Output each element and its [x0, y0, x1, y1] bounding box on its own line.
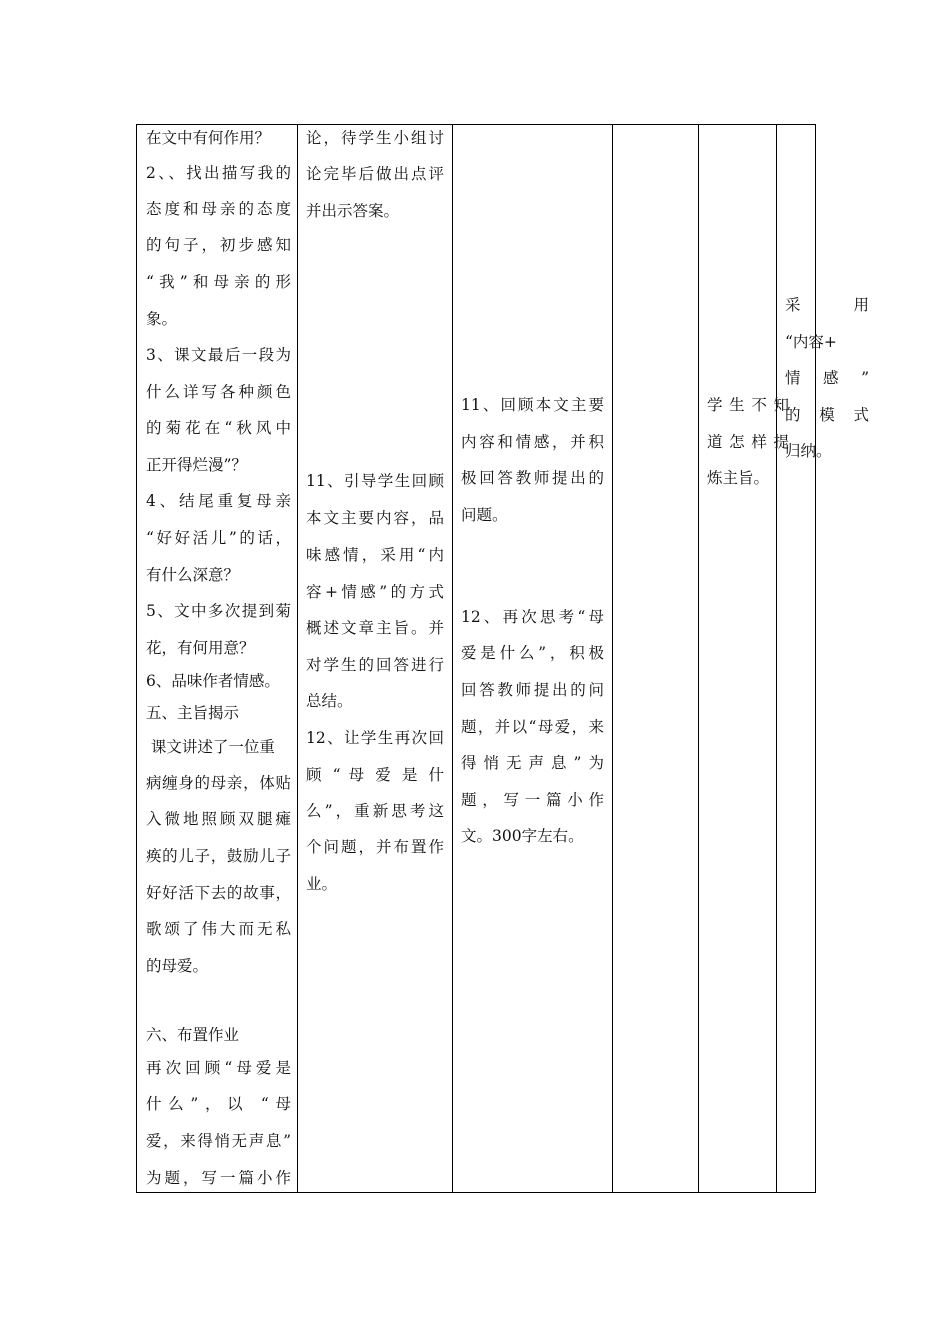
column-divider	[698, 125, 699, 1192]
table-cell-line: 并出示答案。	[306, 202, 400, 220]
table-cell-line: 什么”，以 “母	[146, 1095, 291, 1113]
table-cell-line: 为题，写一篇小作	[146, 1169, 291, 1187]
table-cell-line: 情 感 ”	[785, 369, 869, 387]
table-cell-line: 的母爱。	[146, 957, 209, 975]
table-cell-line: 对学生的回答进行	[306, 656, 444, 674]
table-cell-line: 题，并以“母爱，来	[461, 718, 604, 736]
content-column	[146, 125, 291, 1192]
table-cell-line: 11、回顾本文主要	[461, 396, 604, 414]
table-cell-line: 的句子，初步感知	[146, 236, 291, 254]
table-cell-line: 题，写一篇小作	[461, 791, 604, 809]
table-cell-line: 味感情，采用“内	[306, 546, 444, 564]
table-cell-line: “内容+	[785, 333, 837, 351]
difficulty-column	[707, 125, 789, 1192]
table-cell-line: 道怎样提	[707, 433, 789, 451]
table-cell-line: 好好活下去的故事，	[146, 884, 291, 902]
table-cell-line: “我”和母亲的形	[146, 273, 291, 291]
table-cell-line: 的菊花在“秋风中	[146, 419, 291, 437]
table-cell-line: 象。	[146, 310, 178, 328]
table-cell-line: 业。	[306, 875, 338, 893]
section-heading: 五、主旨揭示	[146, 704, 240, 722]
table-cell-line: 有什么深意？	[146, 566, 240, 584]
table-cell-line: 11、引导学生回顾	[306, 472, 444, 490]
table-cell-line: 歌颂了伟大而无私	[146, 920, 291, 938]
column-divider	[452, 125, 453, 1192]
table-cell-line: 12、再次思考“母	[461, 608, 604, 626]
table-cell-line: 正开得烂漫”？	[146, 456, 247, 474]
student-activity-column	[461, 125, 604, 1192]
table-cell-line: 爱，来得悄无声息”	[146, 1132, 291, 1150]
table-cell-line: 4、结尾重复母亲	[146, 492, 291, 510]
column-divider	[612, 125, 613, 1192]
table-cell-line: 问题。	[461, 506, 508, 524]
table-cell-line: 在文中有何作用？	[146, 129, 271, 147]
table-cell-line: “好好活儿”的话，	[146, 529, 291, 547]
table-cell-line: 么”，重新思考这	[306, 802, 444, 820]
table-cell-line: 极回答教师提出的	[461, 469, 604, 487]
table-cell-line: 回答教师提出的问	[461, 681, 604, 699]
table-cell-line: 归纳。	[785, 442, 832, 460]
teacher-activity-column	[306, 125, 444, 1192]
table-cell-line: 爱是什么”，积极	[461, 644, 604, 662]
table-cell-line: 总结。	[306, 692, 353, 710]
section-heading: 六、布置作业	[146, 1026, 240, 1044]
solution-column	[785, 125, 869, 1192]
table-cell-line: 得悄无声息”为	[461, 754, 604, 772]
column-divider	[297, 125, 298, 1192]
table-cell-line: 态度和母亲的态度	[146, 200, 291, 218]
table-cell-line: 采 用	[785, 296, 869, 314]
table-cell-line: 论，待学生小组讨	[306, 129, 444, 147]
table-cell-line: 概述文章主旨。并	[306, 619, 444, 637]
table-cell-line: 痪的儿子，鼓励儿子	[146, 847, 291, 865]
table-cell-line: 6、品味作者情感。	[146, 672, 280, 690]
table-cell-line: 12、让学生再次回	[306, 729, 444, 747]
table-cell-line: 内容和情感，并积	[461, 433, 604, 451]
lesson-plan-table	[136, 124, 869, 1193]
table-cell-line: 花，有何用意？	[146, 639, 255, 657]
table-cell-line: 学生不知	[707, 396, 789, 414]
table-cell-line: 2、、找出描写我的	[146, 164, 291, 182]
table-cell-line: 个问题，并布置作	[306, 838, 444, 856]
table-cell-line: 的模式	[785, 406, 869, 424]
table-cell-line: 再次回顾“母爱是	[146, 1059, 291, 1077]
table-cell-line: 炼主旨。	[707, 469, 770, 487]
table-cell-line: 入微地照顾双腿瘫	[146, 810, 291, 828]
table-cell-line: 文。300字左右。	[461, 827, 584, 845]
table-cell-line: 5、文中多次提到菊	[146, 602, 291, 620]
table-cell-line: 本文主要内容，品	[306, 509, 444, 527]
table-cell-line: 3、课文最后一段为	[146, 346, 291, 364]
table-cell-line: 课文讲述了一位重	[146, 738, 275, 756]
table-cell-line: 病缠身的母亲，体贴	[146, 774, 291, 792]
table-cell-line: 顾 “ 母 爱 是 什	[306, 766, 444, 784]
table-cell-line: 容+情感”的方式	[306, 583, 444, 601]
table-cell-line: 论完毕后做出点评	[306, 165, 444, 183]
table-cell-line: 什么详写各种颜色	[146, 383, 291, 401]
